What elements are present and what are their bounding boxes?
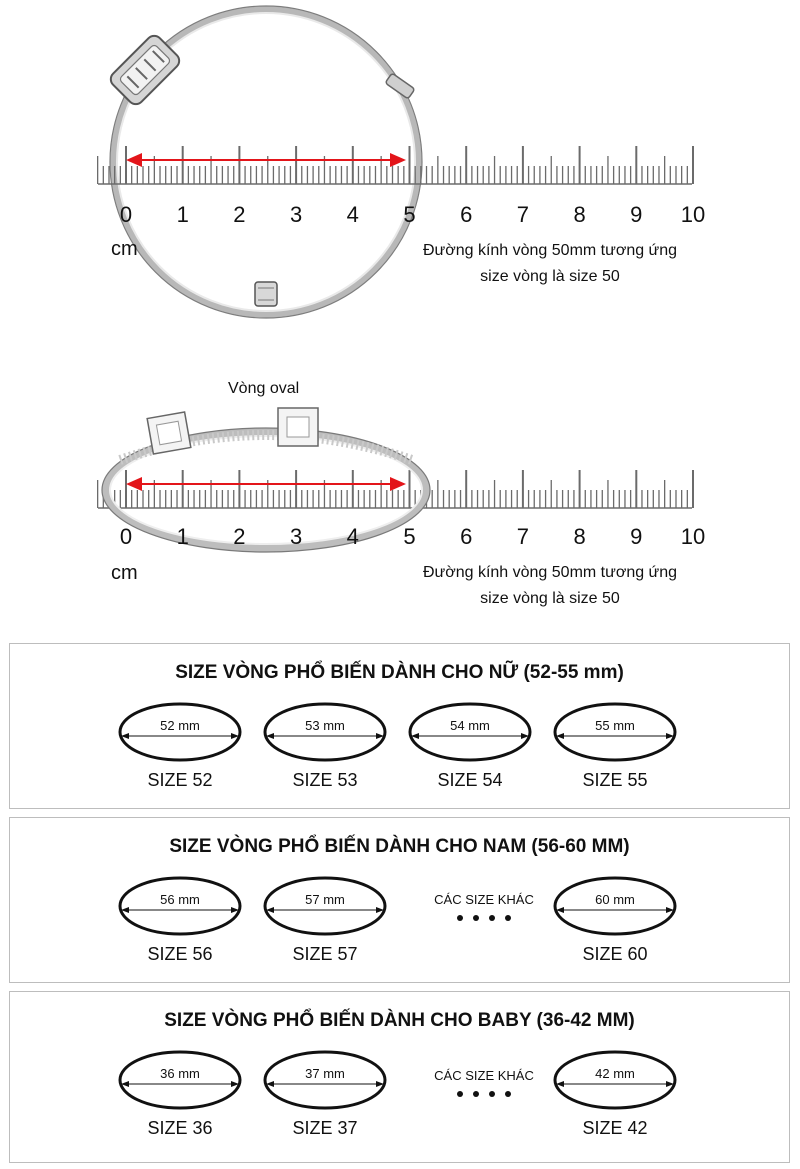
size-item (550, 874, 680, 965)
ruler-number: 1 (176, 202, 189, 227)
ruler-section-oval (0, 330, 800, 620)
diameter-arrow-icon (126, 153, 406, 167)
ruler-number: 7 (516, 524, 530, 549)
size-label: SIZE 57 (292, 944, 358, 964)
ruler-number: 5 (403, 524, 416, 549)
size-mm-text: 53 mm (305, 718, 345, 733)
ellipsis-dots-icon (414, 915, 554, 921)
panel-title: SIZE VÒNG PHỔ BIẾN DÀNH CHO NAM (56-60 MM) (169, 836, 630, 857)
ruler-unit-label: cm (111, 238, 138, 260)
ruler-number: 1 (176, 524, 189, 549)
size-mm-text: 56 mm (160, 892, 200, 907)
size-mm-text: 52 mm (160, 718, 200, 733)
size-mm-text: 42 mm (595, 1066, 635, 1081)
ruler-number: 2 (233, 202, 246, 227)
size-label: SIZE 37 (292, 1118, 358, 1138)
size-oval-icon (550, 700, 680, 764)
size-item (260, 1048, 390, 1139)
size-item (260, 874, 390, 965)
ruler-number: 0 (119, 524, 133, 549)
size-oval-icon (260, 874, 390, 938)
ruler-number: 4 (346, 202, 359, 227)
size-mm-text: 37 mm (305, 1066, 345, 1081)
gem-left-icon (147, 412, 191, 454)
size-oval-icon (405, 700, 535, 764)
size-oval-icon (115, 700, 245, 764)
diameter-caption (385, 560, 715, 612)
size-item (405, 700, 535, 791)
ruler-ticks-top (98, 146, 693, 184)
oval-bracelet-label: Vòng oval (228, 380, 300, 397)
size-panel-women (9, 643, 790, 809)
size-mm-text: 60 mm (595, 892, 635, 907)
ruler-number: 8 (573, 202, 586, 227)
size-item (115, 700, 245, 791)
ruler-number: 8 (573, 524, 586, 549)
size-mm-text: 55 mm (595, 718, 635, 733)
size-oval-icon (260, 700, 390, 764)
ruler-number: 9 (630, 524, 643, 549)
size-mm-text: 57 mm (305, 892, 345, 907)
ruler-number: 6 (460, 524, 473, 549)
panel-title: SIZE VÒNG PHỔ BIẾN DÀNH CHO NỮ (52-55 mm) (175, 662, 624, 683)
ruler-ticks-bottom (98, 470, 693, 508)
ruler-number: 10 (680, 524, 706, 549)
caption-line-1: Đường kính vòng 50mm tương ứng (422, 564, 678, 581)
size-label: SIZE 53 (292, 770, 358, 790)
ruler-section-round (0, 0, 800, 330)
size-oval-icon (260, 1048, 390, 1112)
ruler-number: 0 (119, 202, 133, 227)
other-sizes-text: CÁC SIZE KHÁC (434, 892, 534, 907)
ruler-number: 3 (289, 202, 303, 227)
ruler-number: 7 (516, 202, 530, 227)
panel-title: SIZE VÒNG PHỔ BIẾN DÀNH CHO BABY (36-42 MM) (164, 1010, 635, 1031)
size-item (115, 874, 245, 965)
other-sizes-text: CÁC SIZE KHÁC (434, 1068, 534, 1083)
size-item (115, 1048, 245, 1139)
diameter-caption (385, 238, 715, 290)
ruler-number: 5 (403, 202, 416, 227)
size-oval-icon (550, 1048, 680, 1112)
caption-line-2: size vòng là size 50 (480, 590, 620, 607)
ruler-number: 3 (289, 524, 303, 549)
ruler-number: 10 (680, 202, 706, 227)
caption-line-1: Đường kính vòng 50mm tương ứng (422, 242, 678, 259)
other-sizes-note (414, 1068, 554, 1097)
diameter-arrow-icon (126, 477, 406, 491)
size-label: SIZE 36 (147, 1118, 213, 1138)
size-label: SIZE 56 (147, 944, 213, 964)
size-label: SIZE 54 (437, 770, 503, 790)
ruler-number: 2 (233, 524, 246, 549)
ellipsis-dots-icon (414, 1091, 554, 1097)
ruler-number: 6 (460, 202, 473, 227)
size-oval-icon (115, 874, 245, 938)
size-oval-icon (115, 1048, 245, 1112)
size-label: SIZE 55 (582, 770, 648, 790)
size-item (550, 700, 680, 791)
size-panel-men (9, 817, 790, 983)
other-sizes-note (414, 892, 554, 921)
size-mm-text: 36 mm (160, 1066, 200, 1081)
bangle-bead-icon (255, 282, 277, 306)
size-label: SIZE 42 (582, 1118, 648, 1138)
caption-line-2: size vòng là size 50 (480, 268, 620, 285)
size-panel-baby (9, 991, 790, 1163)
ruler-number: 9 (630, 202, 643, 227)
gem-right-icon (278, 408, 318, 446)
size-item (260, 700, 390, 791)
size-oval-icon (550, 874, 680, 938)
size-label: SIZE 52 (147, 770, 213, 790)
size-mm-text: 54 mm (450, 718, 490, 733)
ruler-unit-label: cm (111, 562, 138, 584)
size-label: SIZE 60 (582, 944, 648, 964)
ruler-number: 4 (346, 524, 359, 549)
size-item (550, 1048, 680, 1139)
